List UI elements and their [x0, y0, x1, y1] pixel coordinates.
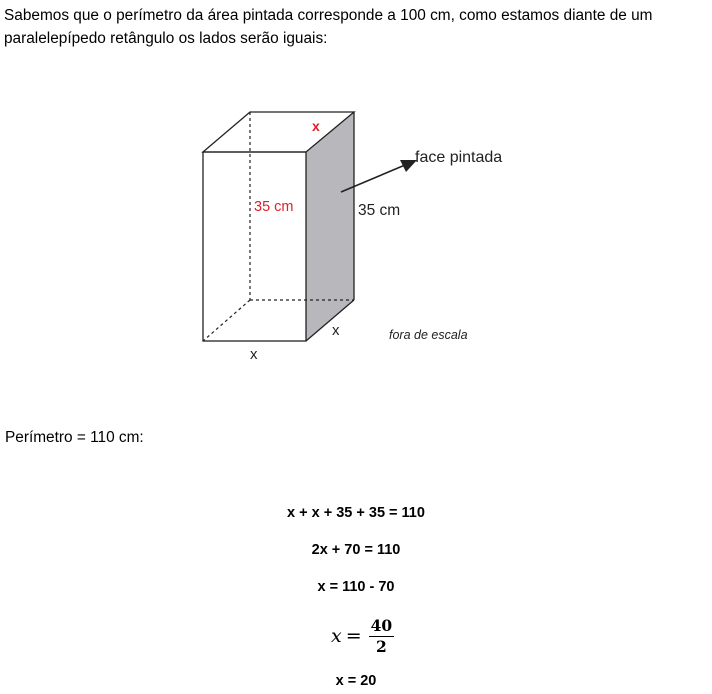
- intro-paragraph: [4, 4, 712, 50]
- fraction-numerator: 40: [370, 615, 393, 635]
- equation-2: 2x + 70 = 110: [311, 542, 401, 558]
- front-height-label: 35 cm: [254, 199, 294, 215]
- side-height-label: 35 cm: [358, 202, 401, 219]
- depth-x-label: x: [332, 322, 340, 339]
- parallelepiped-diagram: [195, 100, 505, 370]
- hidden-edge-bottom-left: [203, 300, 250, 341]
- equation-3: x = 110 - 70: [317, 579, 395, 595]
- equation-5: x = 20: [335, 673, 377, 689]
- intro-line-2: paralelepípedo retângulo os lados serão iguais:: [4, 30, 328, 47]
- equation-1: x + x + 35 + 35 = 110: [287, 505, 425, 521]
- fraction-equals: =: [345, 625, 362, 647]
- bottom-x-label: x: [250, 346, 258, 363]
- front-face: [203, 152, 306, 341]
- perimeter-label: Perímetro = 110 cm:: [5, 429, 144, 446]
- scale-note: fora de escala: [389, 328, 468, 342]
- fraction: [369, 616, 395, 657]
- intro-line-1: Sabemos que o perímetro da área pintada corresponde a 100 cm, como estamos diante de um: [4, 7, 653, 24]
- box-figure: [195, 100, 505, 370]
- fraction-variable: x: [331, 625, 342, 647]
- fraction-denominator: 2: [376, 636, 387, 656]
- top-x-label: x: [312, 118, 320, 134]
- face-label: face pintada: [415, 149, 503, 166]
- equation-4: [0, 612, 712, 660]
